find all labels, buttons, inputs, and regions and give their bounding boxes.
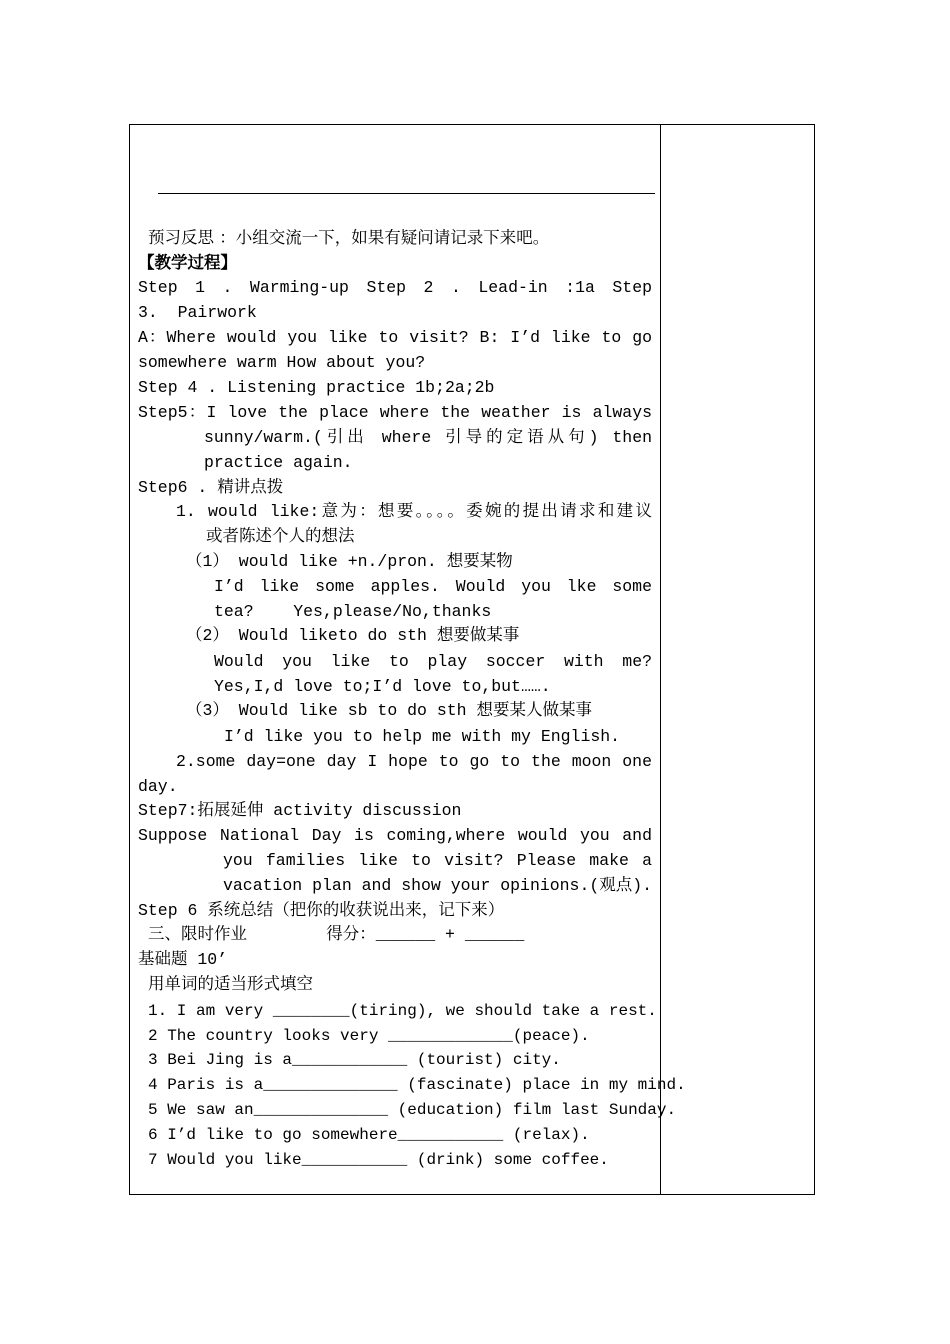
text-line: A：Where would you like to visit? B: I’d like to go bbox=[138, 328, 652, 347]
exercise-line: 4 Paris is a______________ (fascinate) place in my mind. bbox=[148, 1076, 686, 1094]
text-line: Suppose National Day is coming,where would you and bbox=[138, 826, 652, 845]
exercise-line: 6 I’d like to go somewhere___________ (relax). bbox=[148, 1126, 590, 1144]
text-line: Step 4 . Listening practice 1b;2a;2b bbox=[138, 378, 495, 397]
text-line: Step5：I love the place where the weather is always bbox=[138, 403, 652, 422]
text-line: Step6 . 精讲点拨 bbox=[138, 478, 284, 497]
column-divider bbox=[660, 124, 661, 1195]
text-line: （2） Would liketo do sth 想要做某事 bbox=[186, 626, 520, 645]
text-line: 三、限时作业 得分：______ + ______ bbox=[148, 925, 525, 944]
text-line: 3. Pairwork bbox=[138, 303, 257, 322]
text-line: Step7:拓展延伸 activity discussion bbox=[138, 801, 462, 820]
text-line: 或者陈述个人的想法 bbox=[206, 527, 355, 546]
text-line: Step 1 . Warming-up Step 2 . Lead-in :1a Step bbox=[138, 278, 652, 297]
text-line: Would you like to play soccer with me? bbox=[214, 652, 652, 671]
text-line: day. bbox=[138, 777, 178, 796]
exercise-line: 2 The country looks very _____________(peace). bbox=[148, 1027, 590, 1045]
text-line: somewhere warm How about you? bbox=[138, 353, 426, 372]
text-line: tea? Yes,please/No,thanks bbox=[214, 602, 492, 621]
text-line: 1. would like:意为：想要。。。。委婉的提出请求和建议 bbox=[176, 502, 652, 521]
text-line: 用单词的适当形式填空 bbox=[148, 975, 313, 994]
text-line: Step 6 系统总结（把你的收获说出来，记下来） bbox=[138, 901, 505, 920]
text-line: practice again. bbox=[204, 453, 353, 472]
text-line: （1） would like +n./pron. 想要某物 bbox=[186, 552, 513, 571]
exercise-line: 3 Bei Jing is a____________ (tourist) city. bbox=[148, 1051, 561, 1069]
text-line: （3） Would like sb to do sth 想要某人做某事 bbox=[186, 701, 592, 720]
exercise-line: 7 Would you like___________ (drink) some coffee. bbox=[148, 1151, 609, 1169]
section-title: 【教学过程】 bbox=[138, 253, 237, 272]
text-line: you families like to visit? Please make a bbox=[223, 851, 652, 870]
text-line: vacation plan and show your opinions.(观点). bbox=[223, 876, 653, 895]
text-line: 基础题 10’ bbox=[138, 950, 228, 969]
horizontal-rule bbox=[158, 193, 655, 194]
text-line: sunny/warm.(引出 where 引导的定语从句) then bbox=[204, 428, 652, 447]
text-line: I’d like some apples. Would you lke some bbox=[214, 577, 652, 596]
text-line: 2.some day=one day I hope to go to the moon one bbox=[176, 752, 652, 771]
text-line: I’d like you to help me with my English. bbox=[224, 727, 621, 746]
text-line: Yes,I,d love to;I’d love to,but……. bbox=[214, 677, 551, 696]
reflection-line: 预习反思 ：小组交流一下，如果有疑问请记录下来吧。 bbox=[148, 228, 550, 247]
exercise-line: 1. I am very ________(tiring), we should take a rest. bbox=[148, 1002, 657, 1020]
exercise-line: 5 We saw an______________ (education) film last Sunday. bbox=[148, 1101, 677, 1119]
